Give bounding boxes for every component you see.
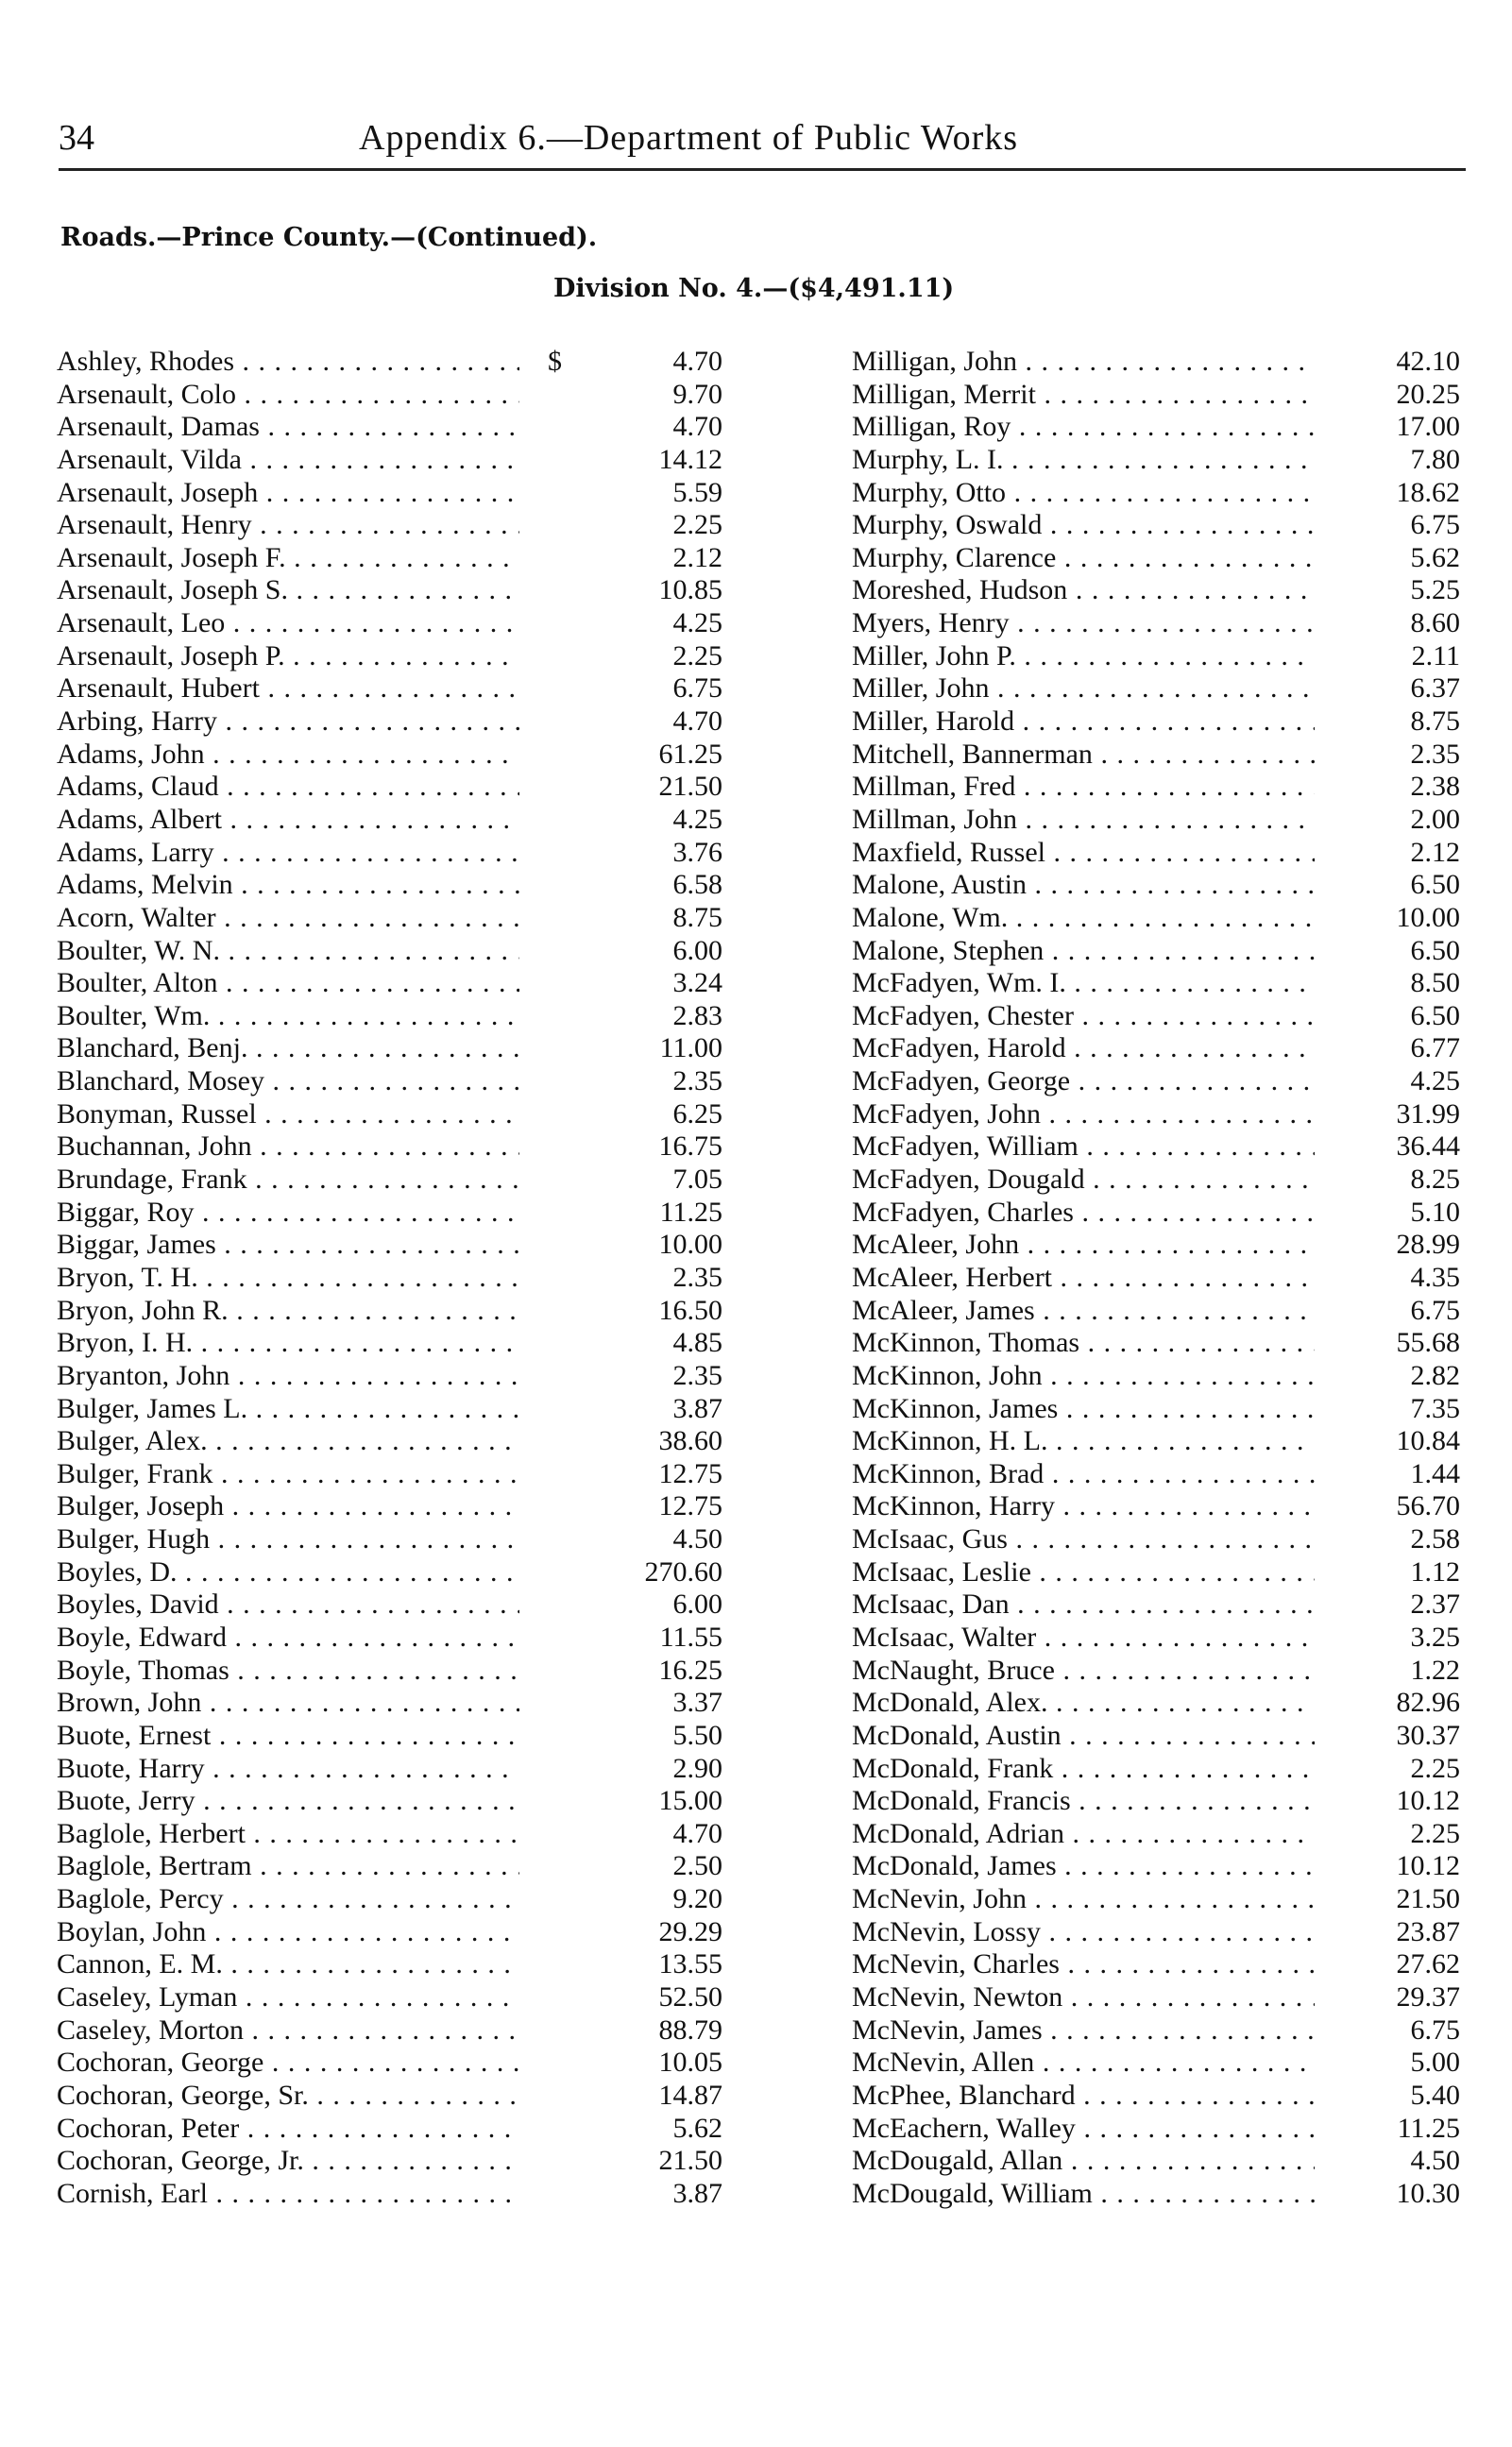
entry-name: McDonald, Adrian . . . bbox=[852, 1818, 1315, 1851]
entry-amount: 3.24 bbox=[672, 967, 722, 999]
entry-amount: 4.50 bbox=[1410, 2145, 1460, 2177]
entry-name: McIsaac, Gus . . . bbox=[852, 1523, 1315, 1556]
entry-name: McAleer, John . . . bbox=[852, 1229, 1315, 1262]
entry-amount: 10.00 bbox=[658, 1229, 722, 1261]
entry-name: Myers, Henry . . . bbox=[852, 607, 1315, 640]
entry-amount: 8.75 bbox=[672, 901, 722, 933]
entry-name: Blanchard, Mosey . . . bbox=[57, 1065, 519, 1098]
entry-amount: 6.75 bbox=[1410, 2014, 1460, 2046]
entry-amount: 8.75 bbox=[1410, 705, 1460, 738]
entry-name: Boulter, Alton . . . bbox=[57, 967, 519, 1000]
entry-name: McKinnon, John . . . bbox=[852, 1360, 1315, 1393]
entry-name: Buchannan, John . . . bbox=[57, 1130, 519, 1164]
entry-amount: 6.50 bbox=[1410, 934, 1460, 966]
entry-amount: 2.25 bbox=[672, 639, 722, 671]
entry-amount: 2.90 bbox=[672, 1752, 722, 1784]
entry-amount: 5.59 bbox=[672, 476, 722, 508]
division-heading: Division No. 4.—($4,491.11) bbox=[553, 274, 955, 303]
entry-name: Arbing, Harry . . . bbox=[57, 705, 519, 739]
entry-name: Arsenault, Joseph P. . . . bbox=[57, 640, 519, 673]
entry-amount: 61.25 bbox=[658, 738, 722, 770]
entry-name: McDonald, Alex. . . . bbox=[852, 1687, 1315, 1720]
entry-amount: 2.58 bbox=[1410, 1523, 1460, 1555]
entry-name: McDougald, William . . . bbox=[852, 2178, 1315, 2211]
entry-amount: 9.70 bbox=[672, 378, 722, 410]
entry-name: Bulger, James L. . . . bbox=[57, 1393, 519, 1426]
entry-name: McNevin, Newton . . . bbox=[852, 1981, 1315, 2014]
entry-name: McIsaac, Leslie . . . bbox=[852, 1556, 1315, 1589]
entry-amount: 6.00 bbox=[672, 934, 722, 966]
entry-name: Biggar, James . . . bbox=[57, 1229, 519, 1262]
entry-amount: 31.99 bbox=[1396, 1097, 1460, 1130]
entry-amount: 20.25 bbox=[1396, 378, 1460, 410]
entry-amount: 2.25 bbox=[1410, 1752, 1460, 1784]
entry-amount: 2.35 bbox=[1410, 738, 1460, 770]
entry-name: Milligan, John . . . bbox=[852, 346, 1315, 379]
entry-amount: 5.62 bbox=[1410, 541, 1460, 573]
entry-amount: 5.00 bbox=[1410, 2047, 1460, 2079]
entry-amount: 6.00 bbox=[672, 1589, 722, 1621]
entry-amount: 4.25 bbox=[672, 607, 722, 639]
entry-name: McNevin, Lossy . . . bbox=[852, 1916, 1315, 1949]
entry-name: McKinnon, Thomas . . . bbox=[852, 1327, 1315, 1360]
entry-amount: 2.25 bbox=[672, 509, 722, 541]
entry-name: Buote, Jerry . . . bbox=[57, 1785, 519, 1818]
entry-name: Cochoran, George, Sr. . . . bbox=[57, 2080, 519, 2113]
entry-amount: 21.50 bbox=[658, 2145, 722, 2177]
entry-name: Miller, Harold . . . bbox=[852, 705, 1315, 739]
entry-amount: 6.58 bbox=[672, 869, 722, 901]
entry-amount: 4.50 bbox=[672, 1523, 722, 1555]
entry-name: Baglole, Percy . . . bbox=[57, 1883, 519, 1916]
entry-name: McIsaac, Dan . . . bbox=[852, 1589, 1315, 1622]
entry-amount: 28.99 bbox=[1396, 1229, 1460, 1261]
entry-amount: 11.25 bbox=[659, 1196, 722, 1228]
entry-amount: 2.00 bbox=[1410, 803, 1460, 835]
entry-amount: 36.44 bbox=[1396, 1130, 1460, 1163]
entry-name: Cochoran, Peter . . . bbox=[57, 2113, 519, 2146]
entry-amount: 3.76 bbox=[672, 836, 722, 868]
entry-amount: 4.25 bbox=[1410, 1065, 1460, 1097]
entry-amount: 55.68 bbox=[1396, 1327, 1460, 1359]
entry-amount: 10.84 bbox=[1396, 1425, 1460, 1457]
entry-amount: 30.37 bbox=[1396, 1719, 1460, 1751]
entry-name: Caseley, Morton . . . bbox=[57, 2014, 519, 2048]
entry-amount: 8.60 bbox=[1410, 607, 1460, 639]
entry-name: Murphy, L. I. . . . bbox=[852, 444, 1315, 477]
entry-amount: 2.37 bbox=[1410, 1589, 1460, 1621]
entry-name: McKinnon, Harry . . . bbox=[852, 1490, 1315, 1523]
entry-amount: 5.50 bbox=[672, 1719, 722, 1751]
entry-name: Cochoran, George . . . bbox=[57, 2047, 519, 2080]
entry-amount: 52.50 bbox=[658, 1981, 722, 2014]
entry-name: McAleer, Herbert . . . bbox=[852, 1262, 1315, 1295]
entry-amount: 2.25 bbox=[1410, 1817, 1460, 1849]
entry-name: Biggar, Roy . . . bbox=[57, 1197, 519, 1230]
entry-amount: 2.35 bbox=[672, 1065, 722, 1097]
entry-amount: 4.70 bbox=[672, 1817, 722, 1849]
entry-amount: 2.12 bbox=[672, 541, 722, 573]
entry-name: Caseley, Lyman . . . bbox=[57, 1981, 519, 2014]
entry-amount: 15.00 bbox=[658, 1785, 722, 1817]
entry-name: Bonyman, Russel . . . bbox=[57, 1098, 519, 1131]
entry-amount: 38.60 bbox=[658, 1425, 722, 1457]
entry-amount: 29.29 bbox=[658, 1915, 722, 1947]
entry-name: Maxfield, Russel . . . bbox=[852, 837, 1315, 870]
entry-name: McNaught, Bruce . . . bbox=[852, 1655, 1315, 1688]
entry-amount: 5.40 bbox=[1410, 2079, 1460, 2111]
entry-amount: 12.75 bbox=[658, 1490, 722, 1522]
entry-amount: 3.87 bbox=[672, 2177, 722, 2209]
entry-name: Adams, Larry . . . bbox=[57, 837, 519, 870]
entry-name: Malone, Austin . . . bbox=[852, 869, 1315, 902]
entry-amount: 10.12 bbox=[1396, 1785, 1460, 1817]
entry-amount: 10.85 bbox=[658, 574, 722, 606]
entry-amount: 6.75 bbox=[672, 672, 722, 705]
entry-name: McNevin, Allen . . . bbox=[852, 2047, 1315, 2080]
entry-name: Bryon, T. H. . . . bbox=[57, 1262, 519, 1295]
entry-name: Brown, John . . . bbox=[57, 1687, 519, 1720]
entry-amount: 27.62 bbox=[1396, 1948, 1460, 1980]
entry-amount: 6.75 bbox=[1410, 1294, 1460, 1326]
entry-name: Cornish, Earl . . . bbox=[57, 2178, 519, 2211]
entry-amount: 2.50 bbox=[672, 1850, 722, 1882]
entry-name: Arsenault, Hubert . . . bbox=[57, 672, 519, 705]
entry-name: Cannon, E. M. . . . bbox=[57, 1948, 519, 1981]
currency-symbol: $ bbox=[548, 346, 562, 377]
entry-name: Bulger, Alex. . . . bbox=[57, 1425, 519, 1458]
entry-name: Bryon, I. H. . . . bbox=[57, 1327, 519, 1360]
entry-name: McPhee, Blanchard . . . bbox=[852, 2080, 1315, 2113]
entry-name: Milligan, Merrit . . . bbox=[852, 379, 1315, 412]
entry-amount: 14.12 bbox=[658, 443, 722, 475]
entry-name: McFadyen, Chester . . . bbox=[852, 1000, 1315, 1033]
entry-name: Malone, Wm. . . . bbox=[852, 902, 1315, 935]
entry-amount: 270.60 bbox=[644, 1555, 722, 1588]
entry-name: Boulter, Wm. . . . bbox=[57, 1000, 519, 1033]
entry-name: McDonald, Francis . . . bbox=[852, 1785, 1315, 1818]
entry-name: Arsenault, Joseph . . . bbox=[57, 477, 519, 510]
entry-amount: 6.75 bbox=[1410, 509, 1460, 541]
entry-amount: 12.75 bbox=[658, 1457, 722, 1489]
entry-name: Bulger, Joseph . . . bbox=[57, 1490, 519, 1523]
entry-amount: 21.50 bbox=[658, 771, 722, 803]
entry-name: McDonald, Austin . . . bbox=[852, 1720, 1315, 1753]
entry-name: Miller, John . . . bbox=[852, 672, 1315, 705]
entry-name: Arsenault, Damas . . . bbox=[57, 411, 519, 444]
entry-name: Buote, Harry . . . bbox=[57, 1753, 519, 1786]
entry-name: McFadyen, William . . . bbox=[852, 1130, 1315, 1164]
entry-name: Millman, Fred . . . bbox=[852, 771, 1315, 804]
entry-name: McIsaac, Walter . . . bbox=[852, 1622, 1315, 1655]
entry-amount: 6.37 bbox=[1410, 672, 1460, 705]
entry-name: Arsenault, Henry . . . bbox=[57, 509, 519, 542]
entry-amount: 88.79 bbox=[658, 2014, 722, 2046]
entry-name: McDonald, Frank . . . bbox=[852, 1753, 1315, 1786]
entry-name: Boyles, David . . . bbox=[57, 1589, 519, 1622]
entry-amount: 11.55 bbox=[659, 1621, 722, 1653]
entry-name: Baglole, Herbert . . . bbox=[57, 1818, 519, 1851]
entry-amount: 10.00 bbox=[1396, 901, 1460, 933]
entry-name: McDougald, Allan . . . bbox=[852, 2145, 1315, 2178]
entry-name: Arsenault, Joseph F. . . . bbox=[57, 542, 519, 575]
entry-name: Boyle, Edward . . . bbox=[57, 1622, 519, 1655]
entry-amount: 2.12 bbox=[1410, 836, 1460, 868]
entry-amount: 16.75 bbox=[658, 1130, 722, 1163]
entry-name: Arsenault, Leo . . . bbox=[57, 607, 519, 640]
entry-name: McAleer, James . . . bbox=[852, 1295, 1315, 1328]
entry-amount: 10.30 bbox=[1396, 2177, 1460, 2209]
entry-amount: 4.35 bbox=[1410, 1261, 1460, 1293]
entry-amount: 11.25 bbox=[1397, 2112, 1460, 2144]
entry-name: McEachern, Walley . . . bbox=[852, 2113, 1315, 2146]
entry-amount: 4.70 bbox=[672, 346, 722, 377]
entry-name: Ashley, Rhodes . . . bbox=[57, 346, 519, 379]
entry-amount: 29.37 bbox=[1396, 1981, 1460, 2014]
entry-amount: 4.25 bbox=[672, 803, 722, 835]
entry-amount: 9.20 bbox=[672, 1883, 722, 1915]
entry-amount: 3.37 bbox=[672, 1687, 722, 1719]
entry-amount: 16.25 bbox=[658, 1654, 722, 1686]
entry-name: Boyles, D. . . . bbox=[57, 1556, 519, 1589]
entry-name: Murphy, Clarence . . . bbox=[852, 542, 1315, 575]
entry-amount: 6.77 bbox=[1410, 1032, 1460, 1064]
entry-amount: 42.10 bbox=[1396, 346, 1460, 377]
entry-name: Malone, Stephen . . . bbox=[852, 935, 1315, 968]
entry-name: Blanchard, Benj. . . . bbox=[57, 1032, 519, 1065]
entry-amount: 4.70 bbox=[672, 411, 722, 443]
entry-amount: 17.00 bbox=[1396, 411, 1460, 443]
page-number: 34 bbox=[59, 118, 94, 158]
entry-name: Adams, Melvin . . . bbox=[57, 869, 519, 902]
entry-amount: 16.50 bbox=[658, 1294, 722, 1326]
entry-amount: 1.44 bbox=[1410, 1457, 1460, 1489]
entry-name: Millman, John . . . bbox=[852, 804, 1315, 837]
entry-name: McNevin, Charles . . . bbox=[852, 1948, 1315, 1981]
entry-name: Cochoran, George, Jr. . . . bbox=[57, 2145, 519, 2178]
entry-name: Adams, John . . . bbox=[57, 739, 519, 772]
entry-name: McDonald, James . . . bbox=[852, 1850, 1315, 1883]
entry-name: Brundage, Frank . . . bbox=[57, 1164, 519, 1197]
entry-amount: 21.50 bbox=[1396, 1883, 1460, 1915]
entry-amount: 10.05 bbox=[658, 2047, 722, 2079]
entry-amount: 2.82 bbox=[1410, 1359, 1460, 1391]
entry-name: McFadyen, Dougald . . . bbox=[852, 1164, 1315, 1197]
entry-amount: 3.25 bbox=[1410, 1621, 1460, 1653]
entry-name: McKinnon, James . . . bbox=[852, 1393, 1315, 1426]
page-title: Appendix 6.—Department of Public Works bbox=[359, 118, 1019, 158]
entry-name: Bulger, Hugh . . . bbox=[57, 1523, 519, 1556]
entry-name: Adams, Albert . . . bbox=[57, 804, 519, 837]
entry-amount: 5.25 bbox=[1410, 574, 1460, 606]
entry-amount: 13.55 bbox=[658, 1948, 722, 1980]
entry-amount: 1.22 bbox=[1410, 1654, 1460, 1686]
entry-amount: 2.83 bbox=[672, 999, 722, 1031]
entry-name: Buote, Ernest . . . bbox=[57, 1720, 519, 1753]
entry-name: Acorn, Walter . . . bbox=[57, 902, 519, 935]
entry-name: Miller, John P. . . . bbox=[852, 640, 1315, 673]
entry-amount: 82.96 bbox=[1396, 1687, 1460, 1719]
entry-amount: 10.12 bbox=[1396, 1850, 1460, 1882]
entry-amount: 7.35 bbox=[1410, 1392, 1460, 1424]
entry-name: Murphy, Oswald . . . bbox=[852, 509, 1315, 542]
entry-name: Arsenault, Colo . . . bbox=[57, 379, 519, 412]
entry-amount: 5.62 bbox=[672, 2112, 722, 2144]
entry-name: Arsenault, Vilda . . . bbox=[57, 444, 519, 477]
entry-amount: 6.50 bbox=[1410, 869, 1460, 901]
entry-name: McFadyen, Wm. I. . . . bbox=[852, 967, 1315, 1000]
entry-name: Boylan, John . . . bbox=[57, 1916, 519, 1949]
section-heading: Roads.—Prince County.—(Continued). bbox=[60, 223, 598, 252]
header-rule bbox=[59, 168, 1466, 171]
entry-name: McFadyen, George . . . bbox=[852, 1065, 1315, 1098]
entry-amount: 6.50 bbox=[1410, 999, 1460, 1031]
entry-name: Bulger, Frank . . . bbox=[57, 1458, 519, 1491]
entry-amount: 4.85 bbox=[672, 1327, 722, 1359]
entry-amount: 2.38 bbox=[1410, 771, 1460, 803]
entry-name: Mitchell, Bannerman . . . bbox=[852, 739, 1315, 772]
entry-name: Adams, Claud . . . bbox=[57, 771, 519, 804]
entry-name: McFadyen, Harold . . . bbox=[852, 1032, 1315, 1065]
entry-name: Bryanton, John . . . bbox=[57, 1360, 519, 1393]
entry-amount: 5.10 bbox=[1410, 1196, 1460, 1228]
entry-amount: 8.50 bbox=[1410, 967, 1460, 999]
entry-amount: 2.35 bbox=[672, 1261, 722, 1293]
entry-amount: 4.70 bbox=[672, 705, 722, 738]
entry-amount: 7.80 bbox=[1410, 443, 1460, 475]
entry-amount: 3.87 bbox=[672, 1392, 722, 1424]
entry-name: McKinnon, Brad . . . bbox=[852, 1458, 1315, 1491]
entry-name: McKinnon, H. L. . . . bbox=[852, 1425, 1315, 1458]
entry-amount: 6.25 bbox=[672, 1097, 722, 1130]
entry-amount: 14.87 bbox=[658, 2079, 722, 2111]
entry-name: Boulter, W. N. . . . bbox=[57, 935, 519, 968]
entry-amount: 8.25 bbox=[1410, 1164, 1460, 1196]
entry-name: McFadyen, John . . . bbox=[852, 1098, 1315, 1131]
entry-name: Boyle, Thomas . . . bbox=[57, 1655, 519, 1688]
entry-amount: 18.62 bbox=[1396, 476, 1460, 508]
entry-name: Milligan, Roy . . . bbox=[852, 411, 1315, 444]
entry-name: Baglole, Bertram . . . bbox=[57, 1850, 519, 1883]
entry-name: McFadyen, Charles . . . bbox=[852, 1197, 1315, 1230]
entry-name: Bryon, John R. . . . bbox=[57, 1295, 519, 1328]
entry-name: Moreshed, Hudson . . . bbox=[852, 574, 1315, 607]
entry-amount: 23.87 bbox=[1396, 1915, 1460, 1947]
entry-amount: 56.70 bbox=[1396, 1490, 1460, 1522]
entry-name: Murphy, Otto . . . bbox=[852, 477, 1315, 510]
entry-amount: 11.00 bbox=[659, 1032, 722, 1064]
entry-amount: 1.12 bbox=[1410, 1555, 1460, 1588]
page-header bbox=[59, 111, 1466, 178]
entry-name: McNevin, James . . . bbox=[852, 2014, 1315, 2048]
entry-name: McNevin, John . . . bbox=[852, 1883, 1315, 1916]
entry-amount: 2.35 bbox=[672, 1359, 722, 1391]
entry-amount: 7.05 bbox=[672, 1164, 722, 1196]
entry-amount: 2.11 bbox=[1411, 639, 1460, 671]
entry-name: Arsenault, Joseph S. . . . bbox=[57, 574, 519, 607]
